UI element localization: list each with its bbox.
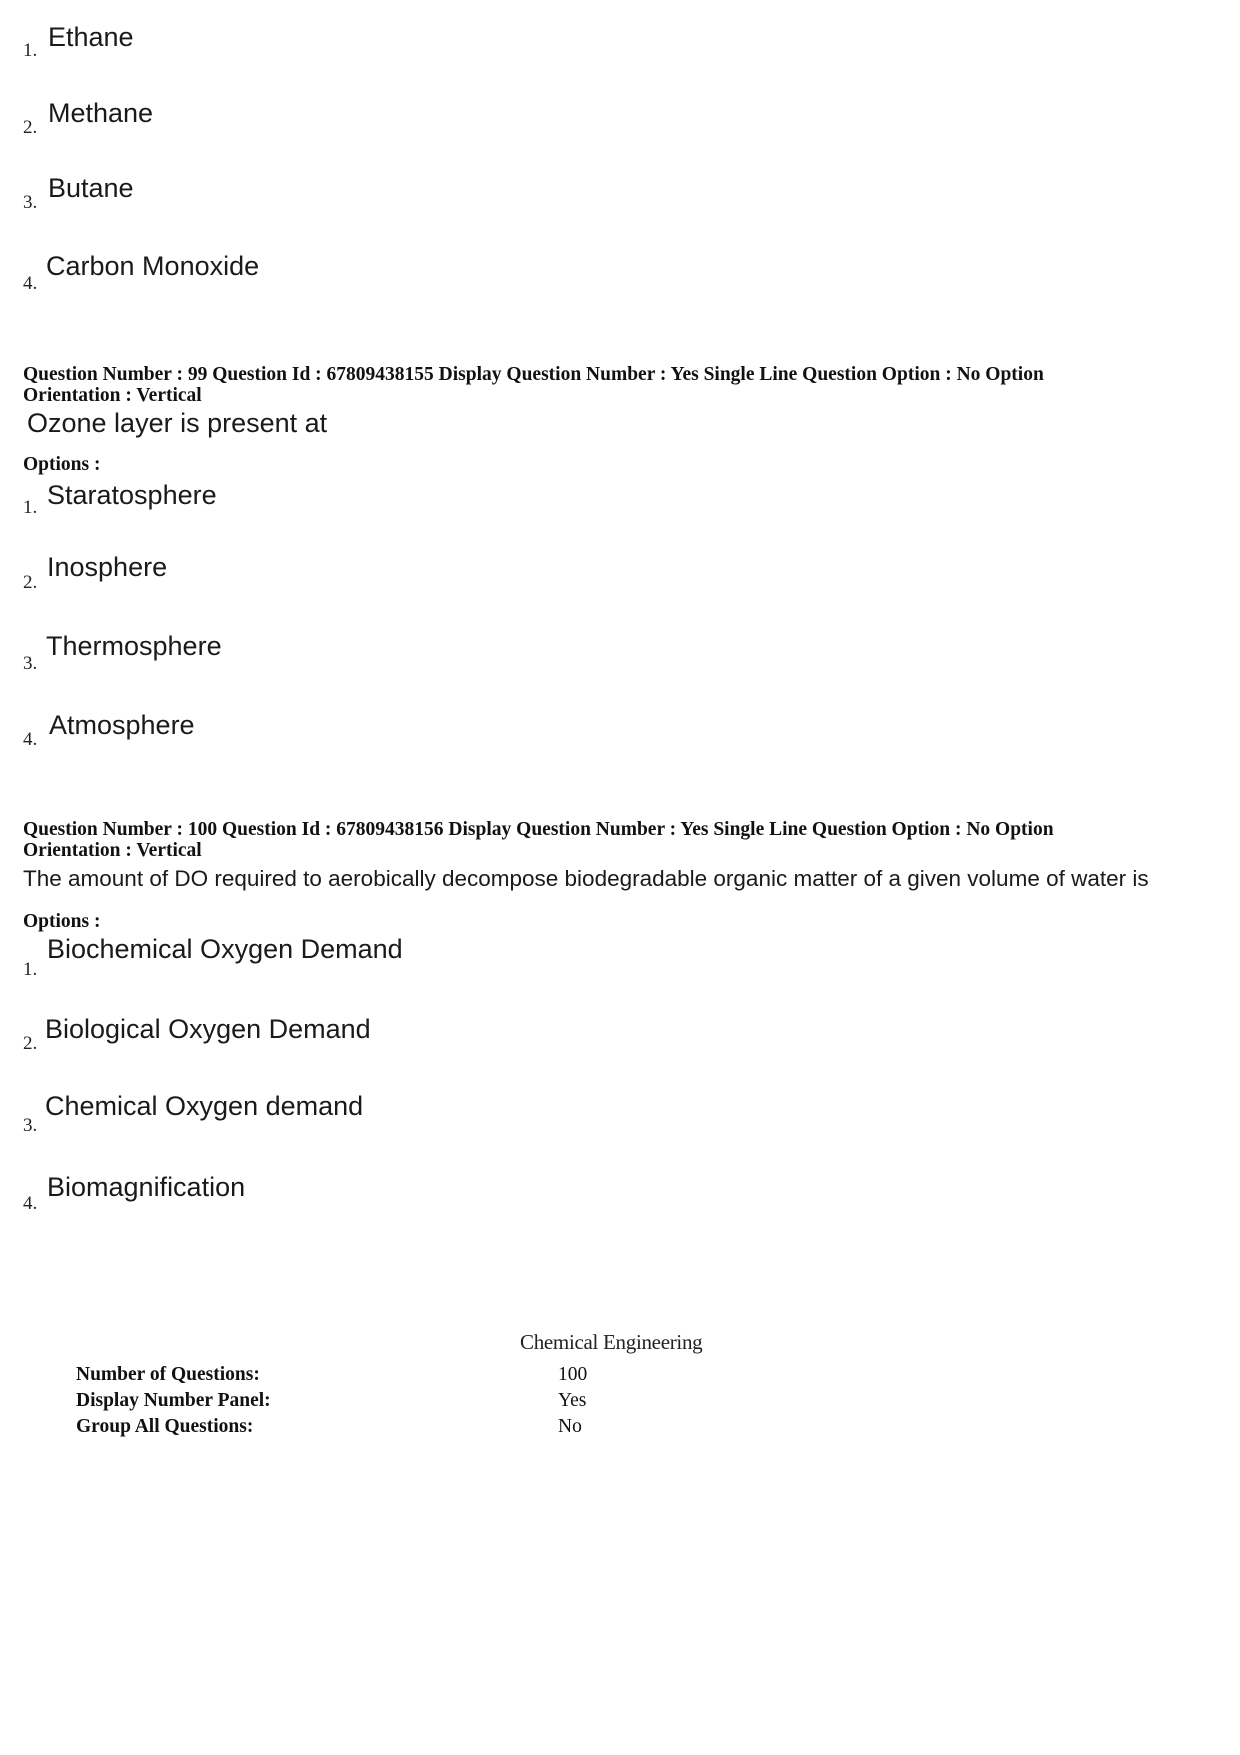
section-title: Chemical Engineering	[520, 1330, 703, 1354]
option-text: Biomagnification	[47, 1172, 246, 1202]
option-text: Butane	[48, 173, 134, 203]
option-number: 3.	[23, 192, 38, 213]
summary-label: Number of Questions:	[76, 1364, 260, 1385]
option-number: 1.	[23, 959, 38, 980]
option-text: Atmosphere	[49, 710, 195, 740]
option-number: 4.	[23, 273, 38, 294]
summary-label: Display Number Panel:	[76, 1390, 271, 1411]
summary-label: Group All Questions:	[76, 1416, 254, 1437]
question-meta-line: Orientation : Vertical	[23, 840, 202, 861]
summary-value: No	[558, 1416, 582, 1437]
option-number: 3.	[23, 653, 38, 674]
option-number: 1.	[23, 497, 38, 518]
option-text: Staratosphere	[47, 480, 217, 510]
options-label: Options :	[23, 454, 101, 475]
option-number: 1.	[23, 40, 38, 61]
option-number: 2.	[23, 572, 38, 593]
question-text: Ozone layer is present at	[27, 408, 328, 438]
option-text: Ethane	[48, 22, 134, 52]
option-text: Biological Oxygen Demand	[45, 1014, 371, 1044]
summary-value: 100	[558, 1364, 588, 1385]
option-text: Inosphere	[47, 552, 168, 582]
question-meta-line: Question Number : 99 Question Id : 67809438155 Display Question Number : Yes Single Line Question Option : No Option	[23, 364, 1044, 385]
option-number: 4.	[23, 729, 38, 750]
question-meta	[23, 364, 1223, 406]
options-label: Options :	[23, 911, 101, 932]
option-number: 4.	[23, 1193, 38, 1214]
summary-value: Yes	[558, 1390, 587, 1411]
option-number: 3.	[23, 1115, 38, 1136]
option-text: Thermosphere	[46, 631, 222, 661]
question-meta-line: Question Number : 100 Question Id : 67809438156 Display Question Number : Yes Single Line Question Option : No Option	[23, 819, 1054, 840]
option-text: Chemical Oxygen demand	[45, 1091, 364, 1121]
option-number: 2.	[23, 1033, 38, 1054]
question-meta-line: Orientation : Vertical	[23, 385, 202, 406]
option-number: 2.	[23, 117, 38, 138]
question-text: The amount of DO required to aerobically decompose biodegradable organic matter of a given volume of water is	[23, 866, 1149, 891]
option-text: Methane	[48, 98, 154, 128]
question-meta	[23, 819, 1223, 861]
option-text: Biochemical Oxygen Demand	[47, 934, 403, 964]
option-text: Carbon Monoxide	[46, 251, 260, 281]
